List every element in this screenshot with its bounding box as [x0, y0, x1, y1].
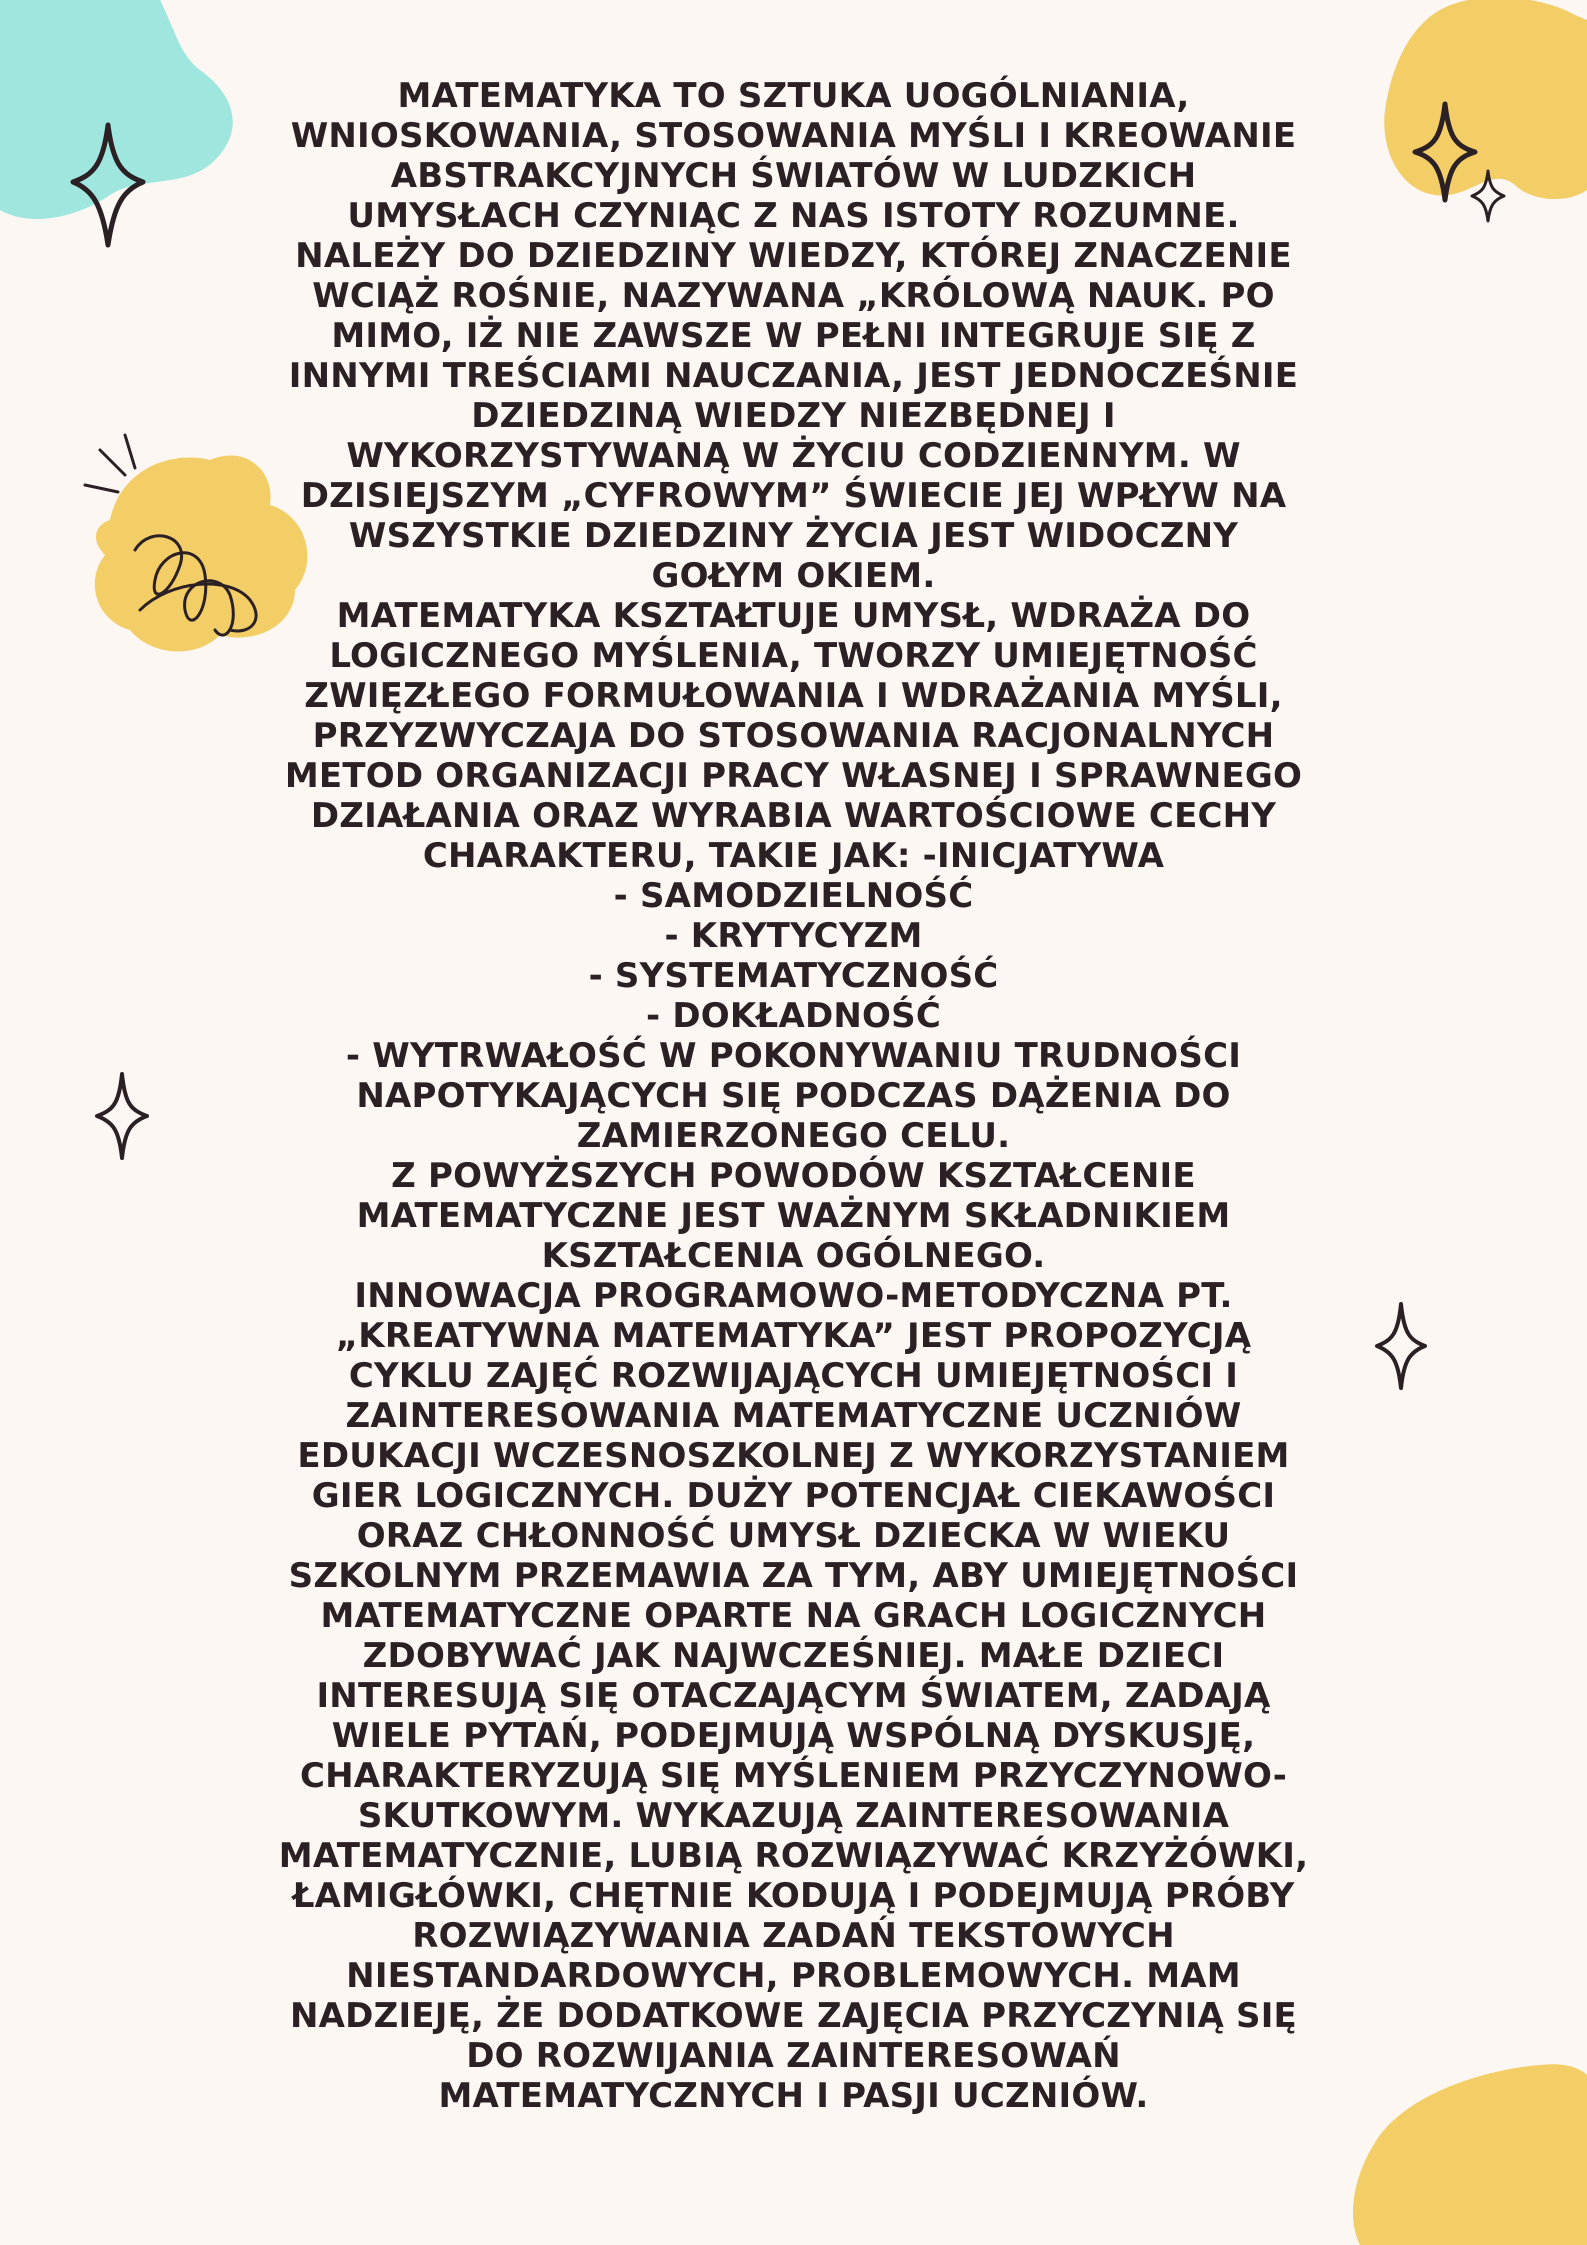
text-line: DO ROZWIJANIA ZAINTERESOWAŃ [466, 2036, 1121, 2076]
text-line: MIMO, IŻ NIE ZAWSZE W PEŁNI INTEGRUJE SIĘ Z [331, 316, 1256, 356]
text-line: - DOKŁADNOŚĆ [646, 996, 941, 1036]
text-line: LOGICZNEGO MYŚLENIA, TWORZY UMIEJĘTNOŚĆ [329, 636, 1258, 676]
text-line: CYKLU ZAJĘĆ ROZWIJAJĄCYCH UMIEJĘTNOŚCI I [348, 1356, 1239, 1396]
text-line: ZWIĘZŁEGO FORMUŁOWANIA I WDRAŻANIA MYŚLI, [304, 676, 1283, 716]
text-line: MATEMATYCZNYCH I PASJI UCZNIÓW. [438, 2076, 1149, 2116]
text-line: WSZYSTKIE DZIEDZINY ŻYCIA JEST WIDOCZNY [348, 516, 1239, 556]
text-line: - SYSTEMATYCZNOŚĆ [588, 956, 999, 996]
text-line: ŁAMIGŁÓWKI, CHĘTNIE KODUJĄ I PODEJMUJĄ PRÓBY [292, 1876, 1295, 1916]
text-line: DZIAŁANIA ORAZ WYRABIA WARTOŚCIOWE CECHY [310, 796, 1277, 836]
text-line: WIELE PYTAŃ, PODEJMUJĄ WSPÓLNĄ DYSKUSJĘ, [331, 1716, 1256, 1756]
text-line: UMYSŁACH CZYNIĄC Z NAS ISTOTY ROZUMNE. [347, 196, 1240, 236]
text-line: GOŁYM OKIEM. [651, 556, 936, 596]
text-line: - KRYTYCYZM [664, 916, 923, 956]
text-line: GIER LOGICZNYCH. DUŻY POTENCJAŁ CIEKAWOŚCI [311, 1476, 1276, 1516]
text-line: MATEMATYCZNIE, LUBIĄ ROZWIĄZYWAĆ KRZYŻÓWKI, [278, 1836, 1309, 1876]
text-line: MATEMATYKA TO SZTUKA UOGÓLNIANIA, [397, 76, 1190, 116]
text-line: MATEMATYKA KSZTAŁTUJE UMYSŁ, WDRAŻA DO [336, 596, 1251, 636]
text-line: MATEMATYCZNE JEST WAŻNYM SKŁADNIKIEM [356, 1196, 1231, 1236]
text-line: WYKORZYSTYWANĄ W ŻYCIU CODZIENNYM. W [346, 436, 1241, 476]
text-line: WCIĄŻ ROŚNIE, NAZYWANA „KRÓLOWĄ NAUK. PO [312, 276, 1275, 316]
text-line: PRZYZWYCZAJA DO STOSOWANIA RACJONALNYCH [312, 716, 1275, 756]
sparkle-icon-top-left [68, 120, 148, 250]
text-line: DZIEDZINĄ WIEDZY NIEZBĘDNEJ I [471, 396, 1116, 436]
sparkle-icon-middle-right [1372, 1300, 1430, 1392]
text-line: INNYMI TREŚCIAMI NAUCZANIA, JEST JEDNOCZEŚNIE [288, 356, 1299, 396]
text-line: INNOWACJA PROGRAMOWO-METODYCZNA PT. [354, 1276, 1233, 1316]
text-line: SKUTKOWYM. WYKAZUJĄ ZAINTERESOWANIA [357, 1796, 1230, 1836]
text-line: NALEŻY DO DZIEDZINY WIEDZY, KTÓREJ ZNACZENIE [295, 236, 1292, 276]
sparkle-icon-top-right-small [1468, 168, 1508, 224]
text-line: CHARAKTERYZUJĄ SIĘ MYŚLENIEM PRZYCZYNOWO- [299, 1756, 1288, 1796]
text-line: SZKOLNYM PRZEMAWIA ZA TYM, ABY UMIEJĘTNOŚCI [288, 1556, 1299, 1596]
text-line: ZAMIERZONEGO CELU. [576, 1116, 1011, 1156]
text-line: „KREATYWNA MATEMATYKA” JEST PROPOZYCJĄ [335, 1316, 1252, 1356]
text-line: NADZIEJĘ, ŻE DODATKOWE ZAJĘCIA PRZYCZYNIĄ SIĘ [290, 1996, 1297, 2036]
text-line: ABSTRAKCYJNYCH ŚWIATÓW W LUDZKICH [390, 156, 1197, 196]
text-line: - WYTRWAŁOŚĆ W POKONYWANIU TRUDNOŚCI [345, 1036, 1242, 1076]
text-line: Z POWYŻSZYCH POWODÓW KSZTAŁCENIE [391, 1156, 1196, 1196]
sparkle-icon-middle-left [92, 1070, 152, 1162]
text-line: METOD ORGANIZACJI PRACY WŁASNEJ I SPRAWNEGO [284, 756, 1303, 796]
text-line: WNIOSKOWANIA, STOSOWANIA MYŚLI I KREOWANIE [290, 116, 1297, 156]
text-line: - SAMODZIELNOŚĆ [613, 876, 974, 916]
text-line: KSZTAŁCENIA OGÓLNEGO. [541, 1236, 1046, 1276]
text-line: EDUKACJI WCZESNOSZKOLNEJ Z WYKORZYSTANIEM [297, 1436, 1290, 1476]
text-line: ZDOBYWAĆ JAK NAJWCZEŚNIEJ. MAŁE DZIECI [362, 1636, 1225, 1676]
text-line: CHARAKTERU, TAKIE JAK: -INICJATYWA [422, 836, 1165, 876]
text-line: NAPOTYKAJĄCYCH SIĘ PODCZAS DĄŻENIA DO [356, 1076, 1231, 1116]
yellow-blob-bottom-right [1340, 2040, 1587, 2245]
text-line: ORAZ CHŁONNOŚĆ UMYSŁ DZIECKA W WIEKU [356, 1516, 1231, 1556]
text-line: MATEMATYCZNE OPARTE NA GRACH LOGICZNYCH [320, 1596, 1267, 1636]
text-line: ZAINTERESOWANIA MATEMATYCZNE UCZNIÓW [345, 1396, 1242, 1436]
text-line: INTERESUJĄ SIĘ OTACZAJĄCYM ŚWIATEM, ZADAJĄ [316, 1676, 1271, 1716]
text-line: NIESTANDARDOWYCH, PROBLEMOWYCH. MAM [346, 1956, 1241, 1996]
body-text [230, 76, 1357, 2116]
text-line: ROZWIĄZYWANIA ZADAŃ TEKSTOWYCH [412, 1916, 1175, 1956]
text-line: DZISIEJSZYM „CYFROWYM” ŚWIECIE JEJ WPŁYW NA [300, 476, 1287, 516]
